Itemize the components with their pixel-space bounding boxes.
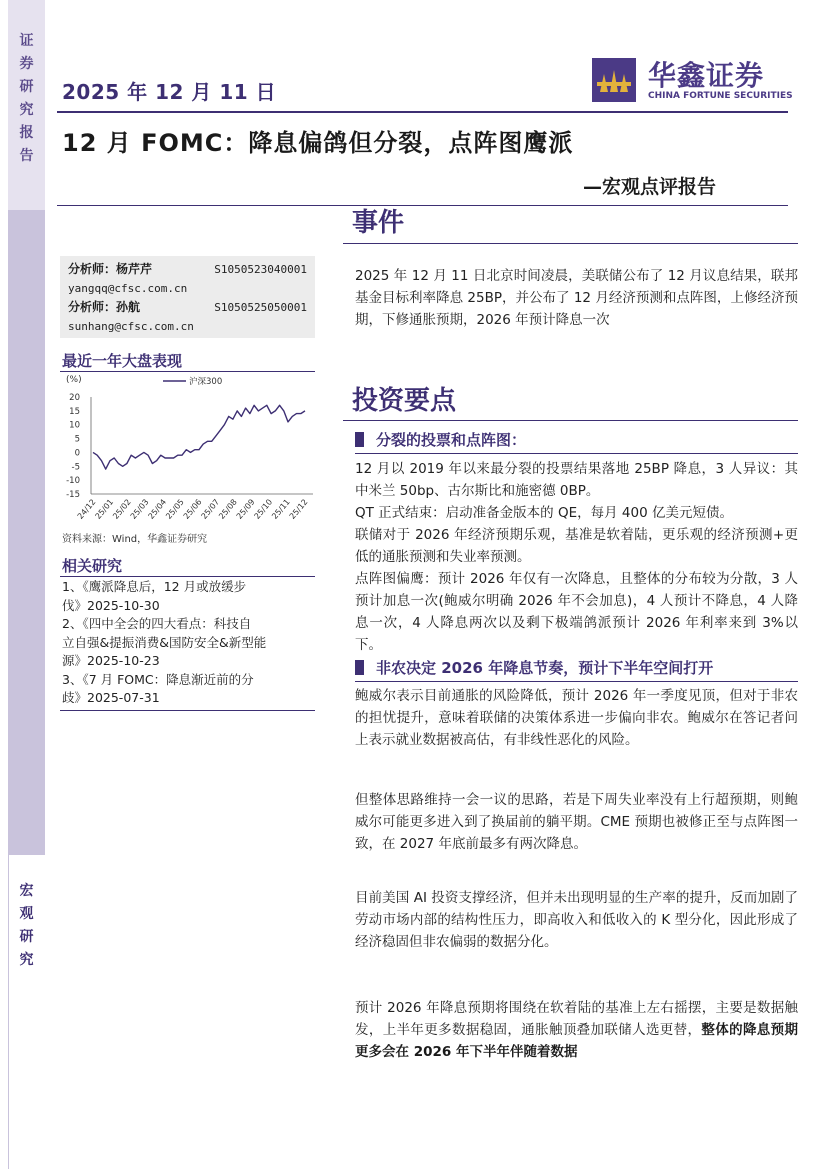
logo-mark-icon — [592, 58, 636, 102]
point-1-rule — [355, 453, 798, 454]
x-tick-label: 25/02 — [111, 497, 133, 521]
legend-label: 沪深300 — [189, 377, 223, 387]
point-1-heading: 分裂的投票和点阵图： — [355, 428, 526, 450]
report-subtitle: —宏观点评报告 — [583, 176, 717, 198]
point-2-para-2: 但整体思路维持一会一议的思路，若是下周失业率没有上行超预期，则鲍威尔可能更多进入到了换届前的躺平期。CME 预期也被修正至与点阵图一致，在 2027 年底前最多有两次降息。 — [355, 792, 798, 852]
analyst-row — [68, 260, 307, 279]
event-rule — [343, 243, 798, 244]
logo-name: 华鑫证券 — [648, 59, 765, 92]
x-tick-label: 25/04 — [146, 497, 169, 521]
points-rule — [343, 420, 798, 421]
analyst-box — [60, 256, 315, 338]
related-list — [62, 578, 314, 708]
x-tick-label: 25/05 — [164, 497, 186, 521]
analyst-name: 分析师：孙航 — [68, 300, 141, 314]
point-2-heading: 非农决定 2026 年降息节奏，预计下半年空间打开 — [355, 656, 713, 678]
x-tick-label: 25/09 — [234, 497, 257, 521]
point-1-body: 12 月以 2019 年以来最分裂的投票结果落地 25BP 降息，3 人异议：其中米兰 50bp、古尔斯比和施密德 0BP。 QT 正式结束：启动准备金版本的 QE，每月 400 亿美元短债。 联储对于 2026 年经济预期乐观，基准是软着陆，更乐观的经济预测+更低的通胀预测和失业率预测。 点阵图偏鹰：预计 2026 年仅有一次降息，且整体的分布较为分散，3 人预计加息一次(鲍威尔明确 2026 年不会加息)，4 人预计不降息，4 人降息一次，4 人降息两次以及剩下极端鸽派预计 2026 年利率来到 3%以下。 — [355, 461, 798, 653]
y-tick-label: 5 — [74, 434, 80, 445]
market-heading: 最近一年大盘表现 — [62, 352, 183, 370]
x-tick-label: 25/03 — [128, 497, 151, 521]
related-item[interactable]: 1、《鹰派降息后，12 月或放缓步 伐》2025-10-30 — [62, 579, 247, 613]
header-rule — [57, 111, 788, 113]
chart-source: 资料来源：Wind，华鑫证券研究 — [62, 534, 208, 545]
market-chart — [58, 372, 318, 542]
y-tick-label: 20 — [69, 393, 80, 403]
y-tick-label: -5 — [71, 462, 80, 473]
x-tick-label: 25/06 — [181, 497, 204, 521]
side-strip — [8, 0, 45, 1169]
bullet-square-icon — [355, 432, 364, 447]
point-2-para-3: 目前美国 AI 投资支撑经济，但并未出现明显的生产率的提升，反而加剧了劳动市场内部的结构性压力，即高收入和低收入的 K 型分化，因此形成了经济稳固但非农偏弱的数据分化。 — [355, 890, 798, 950]
event-text: 2025 年 12 月 11 日北京时间凌晨，美联储公布了 12 月议息结果，联邦基金目标利率降息 25BP，并公布了 12 月经济预测和点阵图，上修经济预期，下修通胀预期，2026 年预计降息一次 — [355, 268, 798, 328]
bullet-square-icon — [355, 660, 364, 675]
points-heading: 投资要点 — [352, 386, 457, 416]
related-heading: 相关研究 — [62, 557, 123, 575]
related-bottom-rule — [60, 710, 315, 711]
analyst-email[interactable]: yangqq@cfsc.com.cn — [68, 282, 188, 295]
x-tick-label: 25/12 — [287, 497, 310, 521]
analyst-cert: S1050525050001 — [214, 301, 307, 314]
y-tick-label: -10 — [66, 476, 80, 487]
side-label-report: 证 券 研 究 报 告 — [19, 33, 34, 164]
series-line-hs300 — [93, 405, 305, 469]
point-2-rule — [355, 681, 798, 682]
related-item[interactable]: 2、《四中全会的四大看点：科技自 立自强&提振消费&国防安全&新型能 源》2025-10-23 — [62, 616, 267, 668]
analyst-cert: S1050523040001 — [214, 263, 307, 276]
point-2-para-1: 鲍威尔表示目前通胀的风险降低，预计 2026 年一季度见顶，但对于非农的担忧提升，意味着联储的决策体系进一步偏向非农。鲍威尔在答记者问上表示就业数据被高估，有非线性恶化的风险。 — [355, 688, 798, 748]
x-tick-label: 25/11 — [270, 497, 292, 521]
analyst-name: 分析师：杨芹芹 — [68, 262, 153, 276]
point-2-para-4: 预计 2026 年降息预期将围绕在软着陆的基准上左右摇摆，主要是数据触发，上半年更多数据稳固，通胀触顶叠加联储人选更替，整体的降息预期更多会在 2026 年下半年伴随着数据 — [355, 1000, 799, 1060]
analyst-row — [68, 298, 307, 317]
y-tick-label: 15 — [69, 406, 80, 417]
y-tick-label: -15 — [66, 490, 80, 500]
logo-name-en: CHINA FORTUNE SECURITIES — [648, 91, 793, 101]
report-date: 2025 年 12 月 11 日 — [62, 80, 277, 104]
x-tick-label: 25/10 — [252, 497, 275, 521]
company-logo — [592, 54, 793, 106]
report-title: 12 月 FOMC：降息偏鸽但分裂，点阵图鹰派 — [62, 129, 574, 157]
related-item[interactable]: 3、《7 月 FOMC：降息渐近前的分 歧》2025-07-31 — [62, 671, 254, 705]
title-rule — [57, 205, 788, 206]
analyst-email[interactable]: sunhang@cfsc.com.cn — [68, 320, 194, 333]
side-label-macro: 宏 观 研 究 — [19, 883, 34, 968]
event-heading: 事件 — [352, 208, 405, 238]
related-rule — [60, 576, 315, 577]
x-tick-label: 25/08 — [217, 497, 239, 521]
y-tick-label: 0 — [74, 448, 80, 459]
x-tick-label: 25/01 — [93, 497, 116, 521]
x-tick-label: 25/07 — [199, 497, 222, 521]
x-tick-label: 24/12 — [75, 497, 98, 521]
y-axis-label: (%) — [66, 375, 82, 385]
y-tick-label: 10 — [69, 420, 80, 431]
